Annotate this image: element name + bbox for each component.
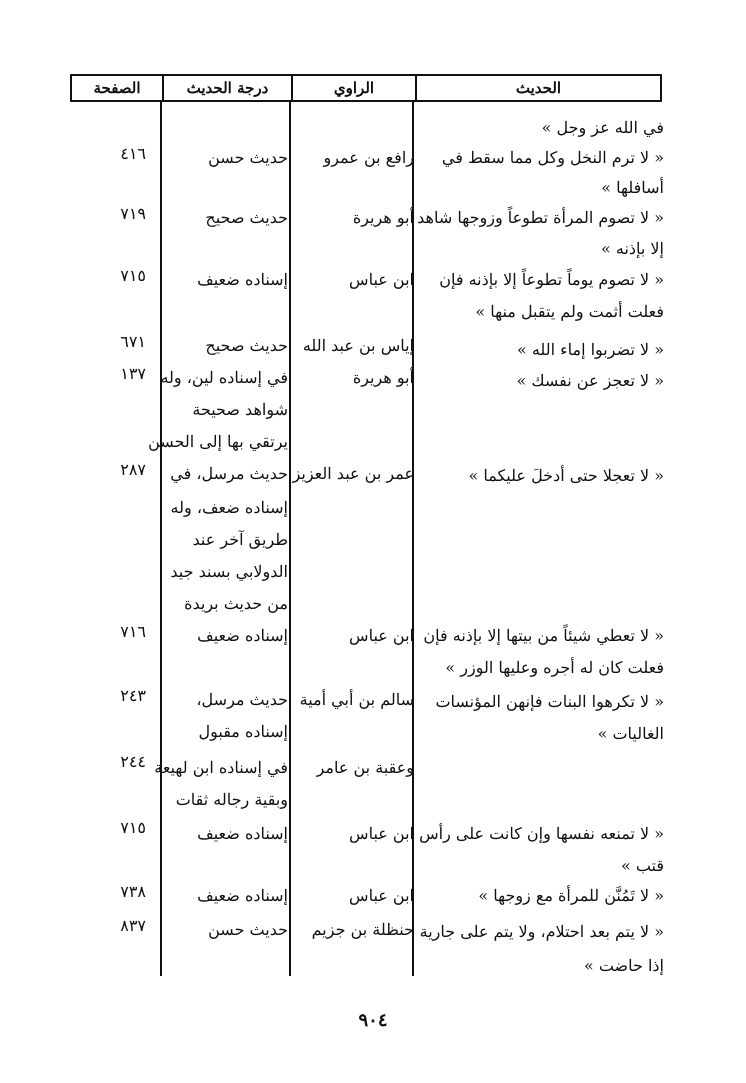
page-ref: ٧١٦ — [120, 622, 146, 641]
page-ref: ٧١٥ — [120, 266, 146, 285]
grade-cell: حديث صحيح — [205, 336, 288, 355]
narrator-cell: وعقبة بن عامر — [316, 758, 414, 777]
grade-cell: يرتقي بها إلى الحسن — [148, 432, 288, 451]
grade-cell: إسناده ضعيف — [197, 824, 288, 843]
hadith-line: إذا حاضت » — [583, 956, 664, 975]
narrator-cell: ابن عباس — [349, 886, 414, 905]
page-ref: ٢٤٤ — [120, 752, 146, 771]
page-ref: ٨٣٧ — [120, 916, 146, 935]
narrator-cell: رافع بن عمرو — [323, 148, 414, 167]
narrator-cell: حنظلة بن جزيم — [311, 920, 414, 939]
hadith-line: فعلت أثمت ولم يتقبل منها » — [475, 302, 664, 321]
narrator-cell: ابن عباس — [349, 626, 414, 645]
grade-cell: طريق آخر عند — [192, 530, 288, 549]
grade-cell: حديث مرسل، في — [170, 464, 288, 483]
narrator-cell: إياس بن عبد الله — [302, 336, 414, 355]
grade-cell: حديث صحيح — [205, 208, 288, 227]
header-page: الصفحة — [70, 74, 164, 102]
hadith-line: الغاليات » — [597, 724, 664, 743]
hadith-line: « لا تصوم المرأة تطوعاً وزوجها شاهد — [417, 208, 664, 227]
grade-cell: إسناده ضعيف — [197, 626, 288, 645]
narrator-cell: أبو هريرة — [352, 368, 414, 387]
hadith-line: « لا ترم النخل وكل مما سقط في — [441, 148, 664, 167]
page-ref: ٦٧١ — [120, 332, 146, 351]
hadith-line: « لا تعجلا حتى أدخلَ عليكما » — [468, 466, 664, 485]
narrator-cell: ابن عباس — [349, 824, 414, 843]
hadith-line: في الله عز وجل » — [541, 118, 664, 137]
hadith-line: قتب » — [620, 856, 664, 875]
hadith-line: « لا تعجز عن نفسك » — [516, 371, 664, 390]
header-narrator: الراوي — [291, 74, 417, 102]
narrator-cell: سالم بن أبي أمية — [299, 690, 414, 709]
page-ref: ٢٨٧ — [120, 460, 146, 479]
grade-cell: شواهد صحيحة — [192, 400, 288, 419]
header-grade: درجة الحديث — [162, 74, 293, 102]
hadith-line: « لا تمنعه نفسها وإن كانت على رأس — [419, 824, 664, 843]
hadith-line: « لا يتم بعد احتلام، ولا يتم على جارية — [419, 922, 664, 941]
page-ref: ٤١٦ — [120, 144, 146, 163]
hadith-line: إلا بإذنه » — [600, 239, 664, 258]
grade-cell: إسناده ضعف، وله — [170, 498, 288, 517]
hadith-line: فعلت كان له أجره وعليها الوزر » — [445, 658, 664, 677]
page-ref: ٢٤٣ — [120, 686, 146, 705]
page-ref: ٧٣٨ — [120, 882, 146, 901]
header-hadith: الحديث — [415, 74, 662, 102]
grade-cell: وبقية رجاله ثقات — [175, 790, 288, 809]
narrator-cell: عمر بن عبد العزيز — [292, 464, 414, 483]
grade-cell: إسناده ضعيف — [197, 270, 288, 289]
grade-cell: حديث حسن — [208, 920, 288, 939]
narrator-cell: ابن عباس — [349, 270, 414, 289]
narrator-cell: أبو هريرة — [352, 208, 414, 227]
grade-cell: في إسناده ابن لهيعة — [154, 758, 288, 777]
grade-cell: الدولابي بسند جيد — [170, 562, 288, 581]
grade-cell: من حديث بريدة — [184, 594, 288, 613]
page-number: ٩٠٤ — [358, 1010, 388, 1031]
grade-cell: حديث حسن — [208, 148, 288, 167]
hadith-line: أسافلها » — [601, 178, 664, 197]
page-ref: ٧١٩ — [120, 204, 146, 223]
grade-cell: إسناده مقبول — [198, 722, 288, 741]
grade-cell: حديث مرسل، — [196, 690, 288, 709]
hadith-line: « لا تصوم يوماً تطوعاً إلا بإذنه فإن — [439, 270, 664, 289]
hadith-line: « لا تضربوا إماء الله » — [516, 340, 664, 359]
hadith-line: « لا تكرهوا البنات فإنهن المؤنسات — [435, 692, 664, 711]
grade-cell: إسناده ضعيف — [197, 886, 288, 905]
hadith-line: « لا تَمُنَّن للمرأة مع زوجها » — [478, 886, 664, 905]
hadith-line: « لا تعطي شيئاً من بيتها إلا بإذنه فإن — [423, 626, 664, 645]
page-ref: ١٣٧ — [120, 364, 146, 383]
grade-cell: في إسناده لين، وله — [160, 368, 288, 387]
page-ref: ٧١٥ — [120, 818, 146, 837]
